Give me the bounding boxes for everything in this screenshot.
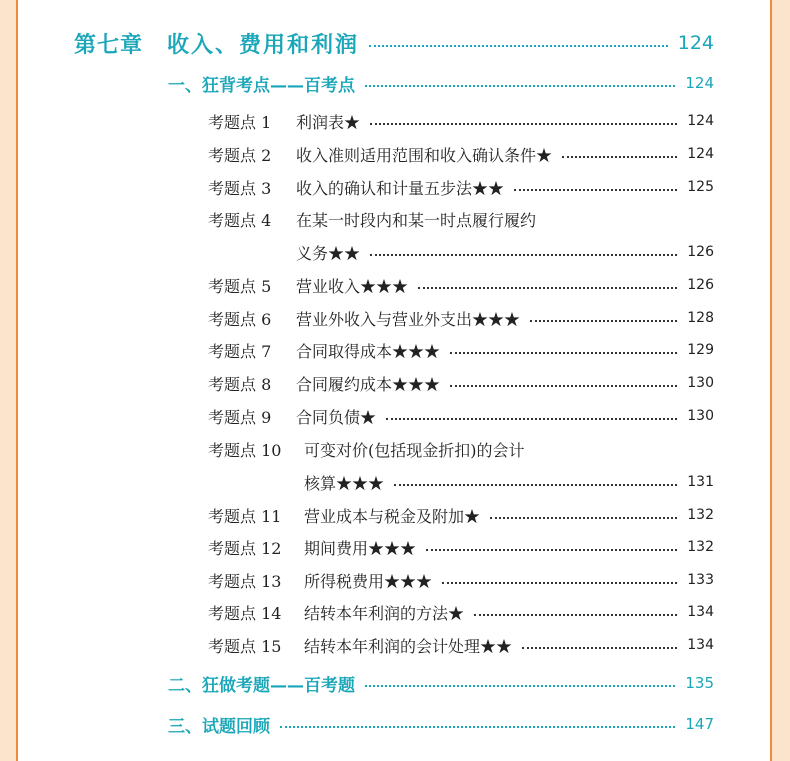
dot-leader: [370, 254, 677, 256]
entry-number: 考题点 6: [208, 309, 272, 329]
toc-entry[interactable]: [208, 335, 714, 365]
entry-number: 考题点 14: [208, 603, 282, 623]
dot-leader: [514, 189, 677, 191]
dot-leader: [426, 549, 677, 551]
page-number: 126: [687, 277, 714, 293]
entry-number: 考题点 9: [208, 407, 272, 427]
entry-title: 营业外收入与营业外支出★★★: [296, 309, 521, 329]
dot-leader: [386, 418, 677, 420]
entry-title-continued: 义务★★: [296, 243, 361, 263]
chapter-heading[interactable]: [74, 28, 714, 58]
page-number: 124: [687, 146, 714, 162]
toc-entry[interactable]: [208, 434, 714, 464]
section-title: 一、狂背考点——百考点: [168, 75, 355, 96]
section-entry[interactable]: [168, 709, 714, 739]
entry-number: 考题点 3: [208, 178, 272, 198]
entry-title: 可变对价(包括现金折扣)的会计: [304, 440, 525, 460]
toc-entry[interactable]: [208, 500, 714, 530]
toc-entry[interactable]: [208, 270, 714, 300]
toc-entry[interactable]: [208, 401, 714, 431]
entry-title: 合同履约成本★★★: [296, 374, 441, 394]
chapter-label: 第七章: [74, 31, 144, 58]
page-number: 132: [687, 507, 714, 523]
entry-title: 所得税费用★★★: [304, 571, 433, 591]
dot-leader: [530, 320, 677, 322]
toc-entry[interactable]: [208, 204, 714, 234]
dot-leader: [442, 582, 677, 584]
page-number: 147: [685, 715, 714, 733]
dot-leader: [522, 647, 677, 649]
dot-leader: [369, 45, 668, 47]
entry-title-continued: 核算★★★: [304, 473, 385, 493]
page-number: 130: [687, 408, 714, 424]
toc-entry[interactable]: [208, 139, 714, 169]
page-number: 128: [687, 310, 714, 326]
page-number: 126: [687, 244, 714, 260]
toc-page: [16, 0, 772, 761]
entry-title: 收入准则适用范围和收入确认条件★: [296, 145, 553, 165]
toc-entry[interactable]: [208, 565, 714, 595]
page-number: 133: [687, 572, 714, 588]
dot-leader: [450, 385, 677, 387]
entry-title: 合同取得成本★★★: [296, 341, 441, 361]
entry-number: 考题点 15: [208, 636, 282, 656]
entry-title: 利润表★: [296, 112, 361, 132]
dot-leader: [474, 614, 677, 616]
entry-title: 营业收入★★★: [296, 276, 409, 296]
entry-title: 结转本年利润的会计处理★★: [304, 636, 513, 656]
entry-number: 考题点 2: [208, 145, 272, 165]
entry-number: 考题点 13: [208, 571, 282, 591]
page-number: 131: [687, 474, 714, 490]
dot-leader: [394, 484, 677, 486]
toc-entry[interactable]: [208, 532, 714, 562]
entry-title: 合同负债★: [296, 407, 377, 427]
dot-leader: [450, 352, 677, 354]
toc-entry-continuation[interactable]: [208, 237, 714, 267]
entry-number: 考题点 8: [208, 374, 272, 394]
dot-leader: [370, 123, 677, 125]
page-number: 124: [677, 32, 714, 54]
toc-entry[interactable]: [208, 630, 714, 660]
page-number: 124: [685, 74, 714, 92]
toc-entry[interactable]: [208, 303, 714, 333]
entry-number: 考题点 7: [208, 341, 272, 361]
page-number: 124: [687, 113, 714, 129]
entry-title: 在某一时段内和某一时点履行履约: [296, 210, 537, 230]
entry-number: 考题点 4: [208, 210, 272, 230]
page-number: 134: [687, 637, 714, 653]
page-number: 132: [687, 539, 714, 555]
section-entry[interactable]: [168, 668, 714, 698]
toc-entry-continuation[interactable]: [208, 467, 714, 497]
page-number: 130: [687, 375, 714, 391]
page-number: 135: [685, 674, 714, 692]
toc-entry[interactable]: [208, 597, 714, 627]
page-number: 134: [687, 604, 714, 620]
dot-leader: [490, 517, 677, 519]
toc-entry[interactable]: [208, 106, 714, 136]
section-title: 二、狂做考题——百考题: [168, 675, 355, 696]
dot-leader: [365, 85, 675, 87]
entry-number: 考题点 1: [208, 112, 272, 132]
dot-leader: [365, 685, 675, 687]
entry-number: 考题点 12: [208, 538, 282, 558]
dot-leader: [280, 726, 675, 728]
chapter-title: 收入、费用和利润: [167, 31, 360, 58]
section-title: 三、试题回顾: [168, 716, 270, 737]
page-number: 125: [687, 179, 714, 195]
entry-number: 考题点 5: [208, 276, 272, 296]
entry-title: 期间费用★★★: [304, 538, 417, 558]
entry-number: 考题点 11: [208, 506, 282, 526]
dot-leader: [562, 156, 677, 158]
section-entry[interactable]: [168, 68, 714, 98]
entry-title: 营业成本与税金及附加★: [304, 506, 481, 526]
toc-entry[interactable]: [208, 368, 714, 398]
page-number: 129: [687, 342, 714, 358]
entry-title: 收入的确认和计量五步法★★: [296, 178, 505, 198]
entry-title: 结转本年利润的方法★: [304, 603, 465, 623]
toc-entry[interactable]: [208, 172, 714, 202]
dot-leader: [418, 287, 677, 289]
entry-number: 考题点 10: [208, 440, 282, 460]
